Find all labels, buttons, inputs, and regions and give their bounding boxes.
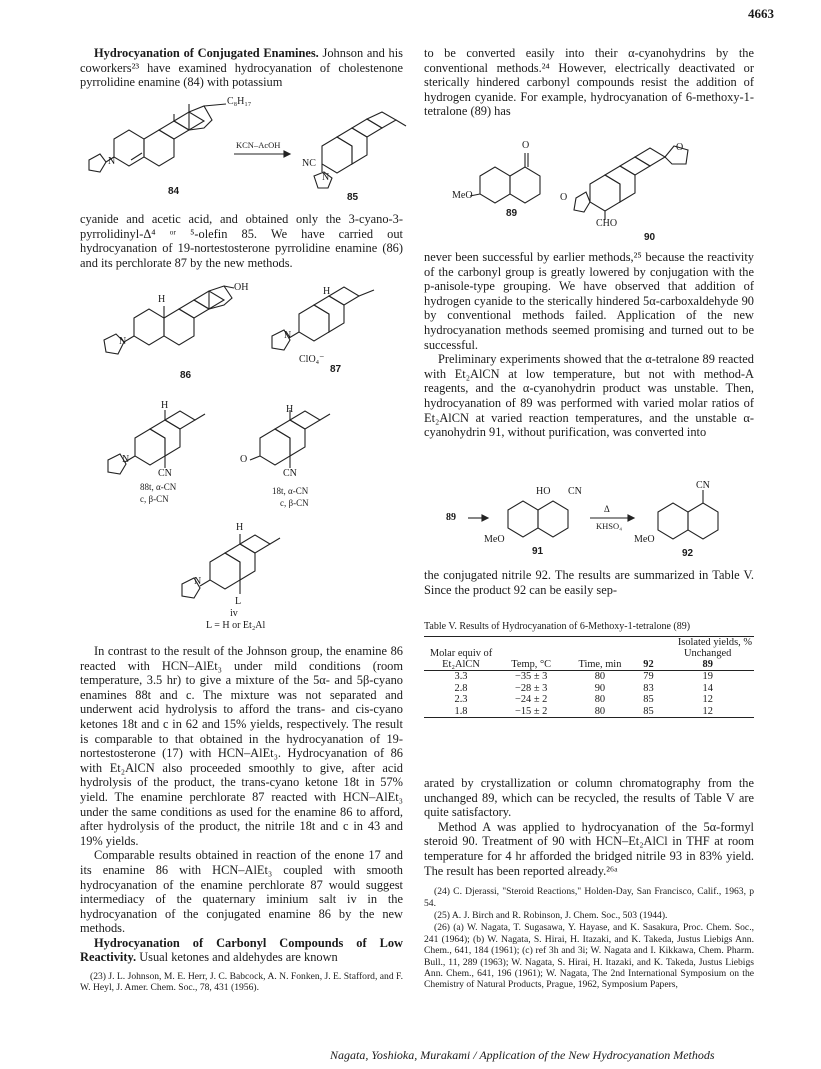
col-header-92 (636, 648, 662, 671)
arrow-bottom-khso4: KHSO₄ (596, 521, 623, 531)
label-oh: OH (234, 282, 249, 293)
compound-label-iv: iv (230, 608, 238, 619)
table-row (424, 706, 754, 718)
h-label-iv: H (236, 522, 244, 533)
compound-label-18: 18t, α-CN (272, 486, 309, 496)
page-number: 4663 (748, 6, 774, 21)
compound-label-88: 88t, α-CN (140, 482, 177, 492)
compound-label-89: 89 (506, 208, 518, 219)
table-cell: 12 (702, 705, 713, 717)
table-cell: 1.8 (454, 705, 468, 717)
results-table (424, 636, 754, 718)
compound-label-91: 91 (532, 546, 544, 557)
right-para-4 (424, 568, 754, 597)
right-para-2-3 (424, 250, 754, 440)
table-cell: 3.3 (454, 671, 468, 682)
section-heading-carbonyl: Hydrocyanation of Carbonyl Compounds of Low Reactivity. (80, 935, 403, 965)
right-para-1 (424, 46, 754, 119)
compound-label-92: 92 (682, 548, 694, 559)
footnote-23: (23) J. L. Johnson, M. E. Herr, J. C. Babcock, A. N. Fonken, J. E. Stafford, and F. W. Heyl, J. Amer. Chem. Soc., 78, 431 (1956). (80, 971, 403, 994)
table-title: Table V. Results of Hydrocyanation of 6-Methoxy-1-tetralone (89) (424, 621, 691, 632)
table-cell: 14 (702, 682, 713, 694)
table-cell: 80 (594, 671, 606, 682)
table-cell: −28 ± 3 (515, 682, 548, 694)
structure-91-92 (440, 480, 750, 570)
structure-84-85 (84, 94, 414, 204)
right-lower-text (424, 776, 754, 992)
running-footer: Nagata, Yoshioka, Murakami / Application of the New Hydrocyanation Methods (330, 1048, 715, 1062)
right-para-6-text: Method A was applied to hydrocyanation of the 5α-formyl steroid 90. Treatment of 90 with HCN–Et₂AlCl in THF at room temperature for 4 hr afforded the bridged nitrile 93 in 83% yield. The result has been reported already.²⁶ᵃ (424, 819, 754, 878)
oxygen-label-90a: O (676, 142, 684, 153)
cn-label-92: CN (696, 480, 710, 491)
table-v (424, 621, 754, 718)
label-nc: NC (302, 158, 316, 169)
table-cell: 85 (643, 705, 654, 717)
cho-label-90: CHO (596, 218, 618, 229)
h-label-86: H (158, 294, 166, 305)
table-cell: −35 ± 3 (515, 671, 548, 682)
left-para-3-text: In contrast to the result of the Johnson group, the enamine 86 reacted with HCN–AlEt₃ under mild conditions (room temperature, 3.5 hr) to give a mixture of the 5α- and 5β-cyano enamines 88t and c. The mixture was not separated and underwent acid hydrolysis to afford the trans- and cis-cyano ketones 18t and c in 62 and 15% yields, respectively. The result is comparable to that obtained in the hydrocyanation of 19-nortestosterone (17) with HCN–AlEt₃. Hydrocyanation of 86 with Et₂AlCN also proceeded smoothly to give, after acid hydrolysis of the product, the trans-cyano ketone 18t in 57% yield. The enamine perchlorate 87 reacted with HCN–AlEt₃ under the same conditions as used for the enamine 86 to afford, after hydrolysis of the product, the nitrile 18t and c in 43 and 19% yields. (80, 644, 403, 848)
col-header-temp: Temp, °C (498, 637, 564, 671)
footnotes-right (424, 886, 754, 991)
nitrogen-label-86: N (119, 336, 127, 347)
compound-label-86: 86 (180, 370, 192, 381)
left-lower-text (80, 644, 403, 995)
compound-label-87: 87 (330, 364, 342, 375)
left-para-1 (80, 46, 403, 90)
start-label-89: 89 (446, 512, 456, 523)
left-para-5-text: Usual ketones and aldehydes are known (136, 950, 338, 965)
nitrogen-plus-label-iv: N (194, 576, 202, 587)
table-cell: 19 (702, 671, 713, 682)
table-cell: 90 (594, 682, 606, 694)
table-cell: 79 (643, 671, 654, 682)
col-header-92-text: 92 (643, 659, 654, 670)
table-cell: 83 (643, 682, 654, 694)
table-cell: −24 ± 2 (515, 694, 548, 706)
table-cell: 2.3 (454, 694, 468, 706)
compound-label-18c: c, β-CN (280, 498, 309, 508)
meo-label-92: MeO (634, 534, 655, 545)
h-label-87: H (323, 286, 331, 297)
h-label-88: H (161, 400, 169, 411)
right-para-5-text: arated by crystallization or column chromatography from the unchanged 89, which can be recycled, the results of Table V are quite satisfactory. (424, 776, 754, 820)
col-header-time: Time, min (564, 637, 635, 671)
table-row (424, 683, 754, 695)
compound-label-88c: c, β-CN (140, 494, 169, 504)
compound-label-85: 85 (347, 192, 359, 203)
col-header-unchanged-89 (661, 648, 754, 671)
footnote-24: (24) C. Djerassi, "Steroid Reactions," Holden-Day, San Francisco, Calif., 1963, p 54. (424, 886, 754, 909)
col-header-unchanged: Unchanged (684, 648, 732, 659)
label-c8h17: C₈H₁₇ (227, 96, 252, 107)
compound-label-84: 84 (168, 186, 180, 197)
left-para-4-text: Comparable results obtained in reaction of the enone 17 and its enamine 86 with HCN–AlEt₃ coupled with smooth hydrocyanation of the enamine perchlorate 87 would suggest intermediacy of the quaternary iminium salt iv in the hydrocyanation of the conjugated enamine 86 by the new methods. (80, 848, 403, 936)
left-para-2-text: cyanide and acetic acid, and obtained only the 3-cyano-3-pyrrolidinyl-Δ⁴ ᵒʳ ⁵-olefin 85. We have carried out hydrocyanation of 19-nortestosterone pyrrolidine enamine (86) and its perchlorate 87 by the new methods. (80, 212, 403, 270)
h-label-18: H (286, 404, 294, 415)
label-clo4: ClO₄⁻ (299, 354, 325, 365)
col-header-89: 89 (702, 659, 713, 670)
meo-label-91: MeO (484, 534, 505, 545)
left-para-1-text: Johnson and his coworkers²³ have examined hydrocyanation of cholestenone pyrrolidine enamine (84) with potassium (80, 46, 403, 90)
table-cell: 12 (702, 694, 713, 706)
ho-label-91: HO (536, 486, 551, 497)
table-cell: 80 (594, 694, 606, 706)
nitrogen-label-88: N (122, 454, 130, 465)
right-para-4-text: the conjugated nitrile 92. The results are summarized in Table V. Since the product 92 can be easily sep- (424, 568, 754, 597)
iv-note: L = H or Et₂Al (206, 620, 266, 631)
nitrogen-label-84: N (108, 156, 116, 167)
oxygen-label-90b: O (560, 192, 568, 203)
arrow-top-delta: Δ (604, 504, 610, 514)
meo-label-89: MeO (452, 190, 473, 201)
nitrogen-plus-label-87: N (284, 330, 292, 341)
cn-label-91: CN (568, 486, 582, 497)
structure-iv (150, 520, 310, 640)
oxygen-label-18: O (240, 454, 248, 465)
l-label-iv: L (235, 596, 242, 607)
col-header-yields: Isolated yields, % (677, 637, 752, 648)
structure-88-18 (100, 400, 340, 512)
footnote-26: (26) (a) W. Nagata, T. Sugasawa, Y. Hayase, and K. Sasakura, Proc. Chem. Soc., 241 (1964); (b) W. Nagata, S. Hirai, H. Itazaki, and K. Takeda, Justus Liebigs Ann. Chem., 641, 184 (1961); (c) ref 3h and 3i; W. Nagata and I. Kikkawa, Chem. Pharm. Bull., 11, 289 (1963); W. Nagata, S. Hirai, H. Itazaki, and K. Takeda, Justus Liebigs Ann. Chem., 641, 196 (1961); W. Nagata, The 2nd International Symposium on the Chemistry of Natural Products, Prague, 1962, Symposium Papers, (424, 922, 754, 991)
table-cell: 85 (643, 694, 654, 706)
table-cell: −15 ± 2 (515, 705, 548, 717)
cn-label-88: CN (158, 468, 172, 479)
right-para-2-text: never been successful by earlier methods,²⁵ because the reactivity of the carbonyl group is greatly lowered by conjugation with the p-anisole-type grouping. We have observed that addition of hydrogen cyanide to the sterically hindered 5α-carboxaldehyde 90 by conventional methods failed. Application of the new hydrocyanation methods seemed promising and turned out to be successful. (424, 250, 754, 352)
right-para-3-text: Preliminary experiments showed that the α-tetralone 89 reacted with Et₂AlCN at low temperature, but not with method-A reagents, and the α-cyanohydrin product was unstable. Then, hydrocyanation of 89 was performed with varied molar ratios of Et₂AlCN at varied reaction temperatures, and the unstable α-cyanohydrin 91, without purification, was converted into (424, 352, 754, 440)
section-heading-enamines: Hydrocyanation of Conjugated Enamines. (94, 46, 319, 60)
footnote-25: (25) A. J. Birch and R. Robinson, J. Chem. Soc., 503 (1944). (434, 909, 668, 921)
structure-89-90 (440, 136, 750, 244)
table-row (424, 694, 754, 706)
footnotes-left (80, 971, 403, 994)
right-para-1-text: to be converted easily into their α-cyanohydrins by the conventional methods.²⁴ However, electrically deactivated or sterically hindered carbonyl compounds resist the addition of hydrogen cyanide. For example, hydrocyanation of 6-methoxy-1-tetralone (89) has (424, 46, 754, 119)
table-cell: 2.8 (454, 682, 468, 694)
table-row (424, 671, 754, 683)
oxygen-label-89: O (522, 140, 530, 151)
compound-label-90: 90 (644, 232, 656, 243)
left-para-2 (80, 212, 403, 270)
col-header-molar: Molar equiv of Et₂AlCN (424, 637, 498, 671)
table-cell: 80 (594, 705, 606, 717)
reagent-kcn-acoh: KCN–AcOH (236, 140, 281, 150)
cn-label-18: CN (283, 468, 297, 479)
structure-86-87 (94, 278, 414, 383)
nitrogen-label-85: N (322, 172, 330, 183)
